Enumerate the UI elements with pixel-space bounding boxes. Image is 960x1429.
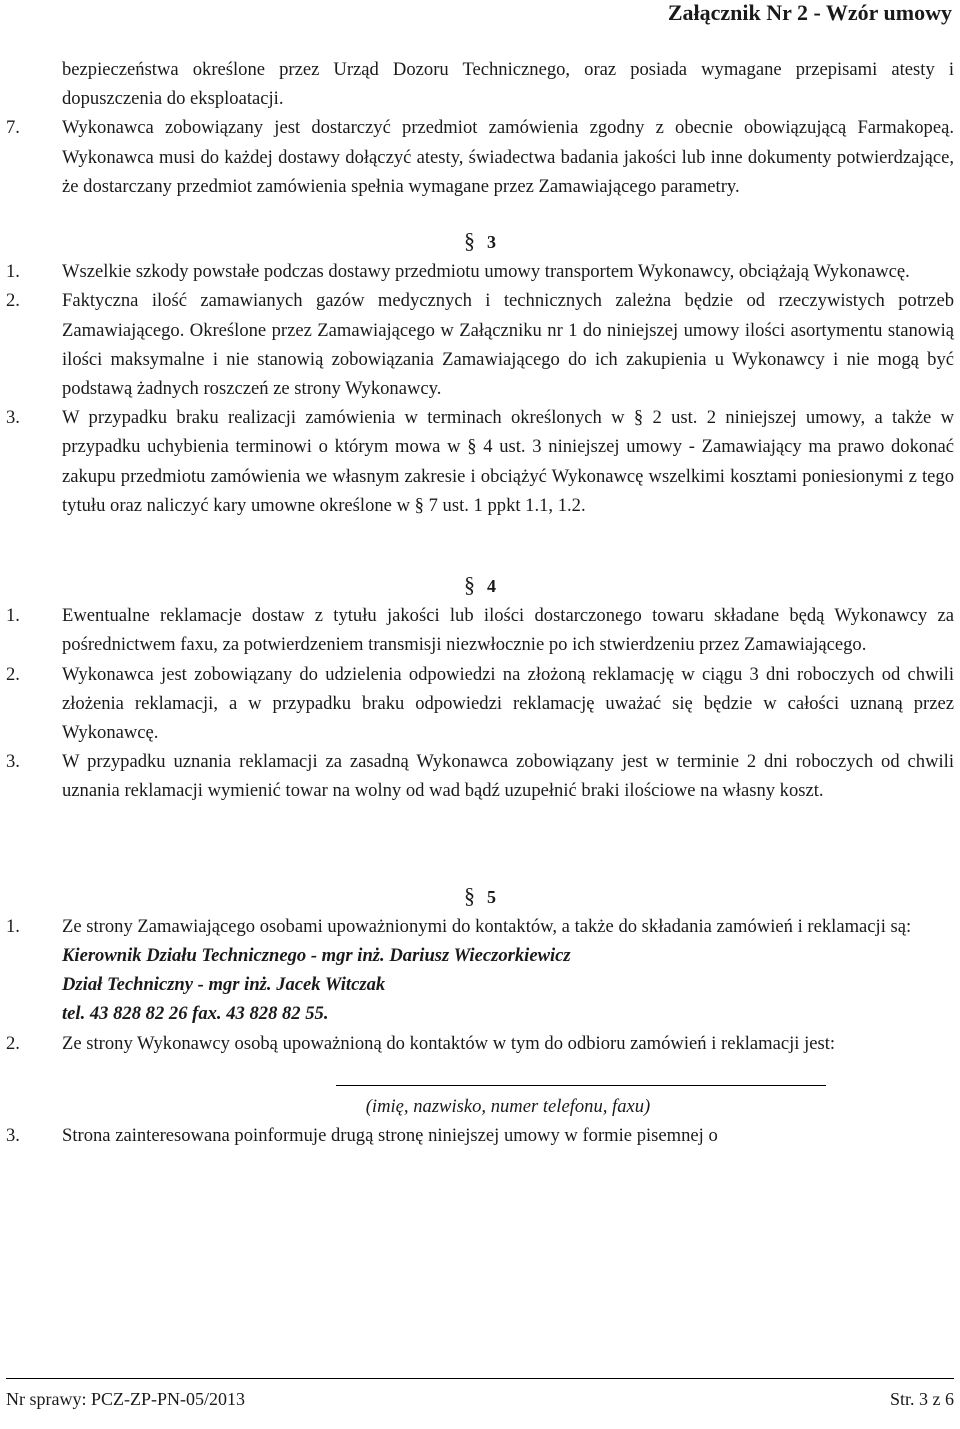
contact-phone-fax: tel. 43 828 82 26 fax. 43 828 82 55.: [62, 1003, 329, 1025]
paragraph: [6, 660, 954, 748]
section-number: 3: [487, 232, 496, 253]
paragraph-text: W przypadku braku realizacji zamówienia w terminach określonych w § 2 ust. 2 niniejszej umowy, a także w przypadku uchybienia terminowi o którym mowa w § 4 ust. 3 niniejszej umowy - Zamawiający ma prawo dokonać zakupu przedmiotu zamówienia we własnym zakresie i obciążyć Wykonawcę wszelkimi kosztami poniesionymi z tego tytułu oraz naliczyć kary umowne określone w § 7 ust. 1 ppkt 1.1, 1.2.: [62, 407, 954, 516]
paragraph: [6, 1029, 954, 1058]
section-heading-5: [6, 881, 954, 912]
paragraph-text: bezpieczeństwa określone przez Urząd Dozoru Technicznego, oraz posiada wymagane przepisami atesty i dopuszczenia do eksploatacji.: [62, 59, 954, 110]
paragraph: [6, 403, 954, 520]
paragraph-text: Wykonawca jest zobowiązany do udzielenia odpowiedzi na złożoną reklamację w ciągu 3 dni roboczych od chwili złożenia reklamacji, a w przypadku braku odpowiedzi reklamację uważać się będzie w całości uznaną przez Wykonawcę.: [62, 663, 954, 744]
paragraph: [6, 601, 954, 659]
page-footer: [6, 1378, 954, 1410]
paragraph-text: Faktyczna ilość zamawianych gazów medycznych i technicznych zależna będzie od rzeczywistych potrzeb Zamawiającego. Określone przez Zamawiającego w Załączniku nr 1 do niniejszej umowy ilości asortymentu stanowią ilości maksymalne i nie stanowią zobowiązania Zamawiającego do ich zakupienia u Wykonawcy i nie mogą być podstawą żadnych roszczeń ze strony Wykonawcy.: [62, 290, 954, 400]
section-heading-3: [6, 226, 954, 257]
paragraph-number: 7.: [6, 117, 20, 139]
page-number: Str. 3 z 6: [889, 1389, 954, 1409]
paragraph-number: 2.: [6, 663, 20, 685]
paragraph: [6, 1121, 954, 1150]
paragraph-text: Ze strony Zamawiającego osobami upoważnionymi do kontaktów, a także do składania zamówień i reklamacji są:: [62, 915, 912, 937]
paragraph-number: 3.: [6, 407, 20, 429]
section-symbol: §: [464, 882, 475, 908]
paragraph-number: 1.: [6, 261, 20, 283]
paragraph: [6, 286, 954, 403]
paragraph-text: Ewentualne reklamacje dostaw z tytułu jakości lub ilości dostarczonego towaru składane będą Wykonawcy za pośrednictwem faxu, za potwierdzeniem transmisji niezwłocznie po ich stwierdzeniu przez Zamawiającego.: [62, 605, 954, 656]
document-header-title: Załącznik Nr 2 - Wzór umowy: [667, 0, 952, 25]
paragraph-text: Ze strony Wykonawcy osobą upoważnioną do kontaktów w tym do odbioru zamówień i reklamacji jest:: [62, 1032, 836, 1054]
paragraph: [6, 257, 954, 286]
paragraph-number: 2.: [6, 290, 20, 312]
paragraph-number: 1.: [6, 605, 20, 627]
section-number: 5: [487, 886, 496, 907]
paragraph-number: 1.: [6, 915, 20, 937]
paragraph-number: 2.: [6, 1032, 20, 1054]
contact-person: Kierownik Działu Technicznego - mgr inż. Dariusz Wieczorkiewicz: [62, 945, 571, 967]
section-symbol: §: [464, 228, 475, 254]
section-number: 4: [487, 576, 496, 597]
paragraph-number: 3.: [6, 751, 20, 773]
paragraph-text: W przypadku uznania reklamacji za zasadną Wykonawca zobowiązany jest w terminie 2 dni roboczych od chwili uznania reklamacji wymienić towar na wolny od wad bądź uzupełnić braki ilościowe na własny koszt.: [62, 751, 954, 802]
paragraph: [6, 113, 954, 201]
paragraph-text: Wszelkie szkody powstałe podczas dostawy przedmiotu umowy transportem Wykonawcy, obciążają Wykonawcę.: [62, 261, 910, 283]
paragraph: [6, 55, 954, 113]
contact-person: Dział Techniczny - mgr inż. Jacek Witczak: [62, 974, 386, 996]
document-body: [6, 55, 954, 1150]
section-heading-4: [6, 570, 954, 601]
case-number: Nr sprawy: PCZ-ZP-PN-05/2013: [6, 1389, 245, 1409]
paragraph-text: Wykonawca zobowiązany jest dostarczyć przedmiot zamówienia zgodny z obecnie obowiązującą Farmakopeą. Wykonawca musi do każdej dostawy dołączyć atesty, świadectwa badania jakości lub inne dokumenty potwierdzające, że dostarczany przedmiot zamówienia spełnia wymagane przez Zamawiającego parametry.: [62, 117, 954, 197]
paragraph: [6, 912, 954, 941]
blank-fill-line: [336, 1084, 826, 1086]
blank-line-caption: (imię, nazwisko, numer telefonu, faxu): [365, 1095, 651, 1117]
paragraph: [6, 747, 954, 805]
paragraph-text: Strona zainteresowana poinformuje drugą stronę niniejszej umowy w formie pisemnej o: [62, 1125, 718, 1147]
paragraph-number: 3.: [6, 1125, 20, 1147]
section-symbol: §: [464, 572, 475, 598]
